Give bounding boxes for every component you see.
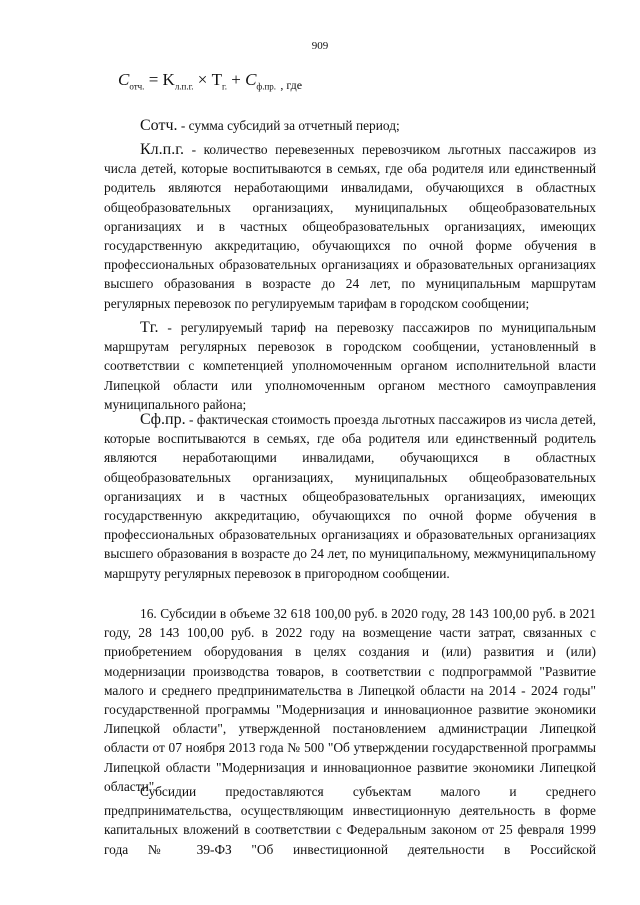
definition-text: - регулируемый тариф на перевозку пассажиров по муниципальным маршрутам регулярных перевозок в городском сообщении, установленный в соответствии с компетенцией уполномоченным органом исполнительной власти Липецкой области или уполномоченным органом местного самоуправления муниципального района; (104, 320, 596, 412)
page-number: 909 (311, 40, 329, 52)
definition-term: Тг. (140, 319, 159, 336)
formula-lhs-sub: отч. (129, 81, 145, 92)
section-16 (104, 604, 596, 796)
definition-tg (104, 318, 596, 414)
formula-times: × (197, 70, 208, 89)
definition-cfpr (104, 410, 596, 583)
formula-k: K (162, 70, 175, 89)
definition-term: Сф.пр. (140, 411, 186, 428)
subsidies-paragraph (104, 782, 596, 859)
formula-c: C (245, 70, 257, 89)
definition-sotch (104, 116, 596, 135)
subsidy-formula: $C_{отч.} = K_{л.п.г.} \times T_{г.} + C_{ф.пр.}$ $_{, где}$ (118, 70, 303, 92)
definition-klpg (104, 140, 596, 313)
formula-k-sub: л.п.г. (174, 81, 194, 92)
formula-t: T (211, 70, 223, 89)
formula-plus: + (231, 70, 241, 89)
definition-text: - количество перевезенных перевозчиком льготных пассажиров из числа детей, которые воспитываются в семьях, где оба родителя или единственный родитель являются неработающими инвалидами, обучающихся в областных общеобразовательных организациях, муниципальных общеобразовательных организациях и в частных общеобразовательных организациях, имеющих государственную аккредитацию, обучающихся по очной форме обучения в профессиональных образовательных организациях и образовательных организациях высшего образования в возрасте до 24 лет, по муниципальным маршрутам регулярных перевозок по регулируемым тарифам в городском сообщении; (104, 142, 596, 311)
subsidies-text: Субсидии предоставляются субъектам малого и среднего предпринимательства, осуществляющим инвестиционную деятельность в форме капитальных вложений в соответствии с Федеральным законом от 25 февраля 1999 года № 39-ФЗ "Об инвестиционной деятельности в Российской (104, 784, 596, 857)
formula-lhs: C (118, 70, 130, 89)
definition-text: - фактическая стоимость проезда льготных пассажиров из числа детей, которые воспитываются в семьях, где оба родителя или единственный родитель являются неработающими инвалидами, обучающихся в областных общеобразовательных организациях, муниципальных общеобразовательных организациях и в частных общеобразовательных организациях, имеющих государственную аккредитацию, обучающихся по очной форме обучения в профессиональных образовательных организациях и образовательных организациях высшего образования в возрасте до 24 лет, по муниципальному, межмуниципальному маршруту регулярных перевозок в пригородном сообщении. (104, 412, 596, 581)
formula-where: , где (280, 78, 303, 92)
section-16-text: 16. Субсидии в объеме 32 618 100,00 руб. в 2020 году, 28 143 100,00 руб. в 2021 году, 28 143 100,00 руб. в 2022 году на возмещение части затрат, связанных с приобретением оборудования в целях создания и (или) развития и (или) модернизации производства товаров, в соответствии с подпрограммой "Развитие малого и среднего предпринимательства в Липецкой области на 2014 - 2024 годы" государственной программы "Модернизация и инновационное развитие экономики Липецкой области", утвержденной постановлением администрации Липецкой области от 07 ноября 2013 года № 500 "Об утверждении государственной программы Липецкой области "Модернизация и инновационное развитие экономики Липецкой области". (104, 606, 596, 794)
formula-t-sub: г. (222, 81, 227, 92)
definition-term: Сотч. (140, 117, 178, 134)
definition-term: Кл.п.г. (140, 141, 184, 158)
definition-text: - сумма субсидий за отчетный период; (177, 118, 400, 133)
formula-c-sub: ф.пр. (256, 81, 277, 92)
